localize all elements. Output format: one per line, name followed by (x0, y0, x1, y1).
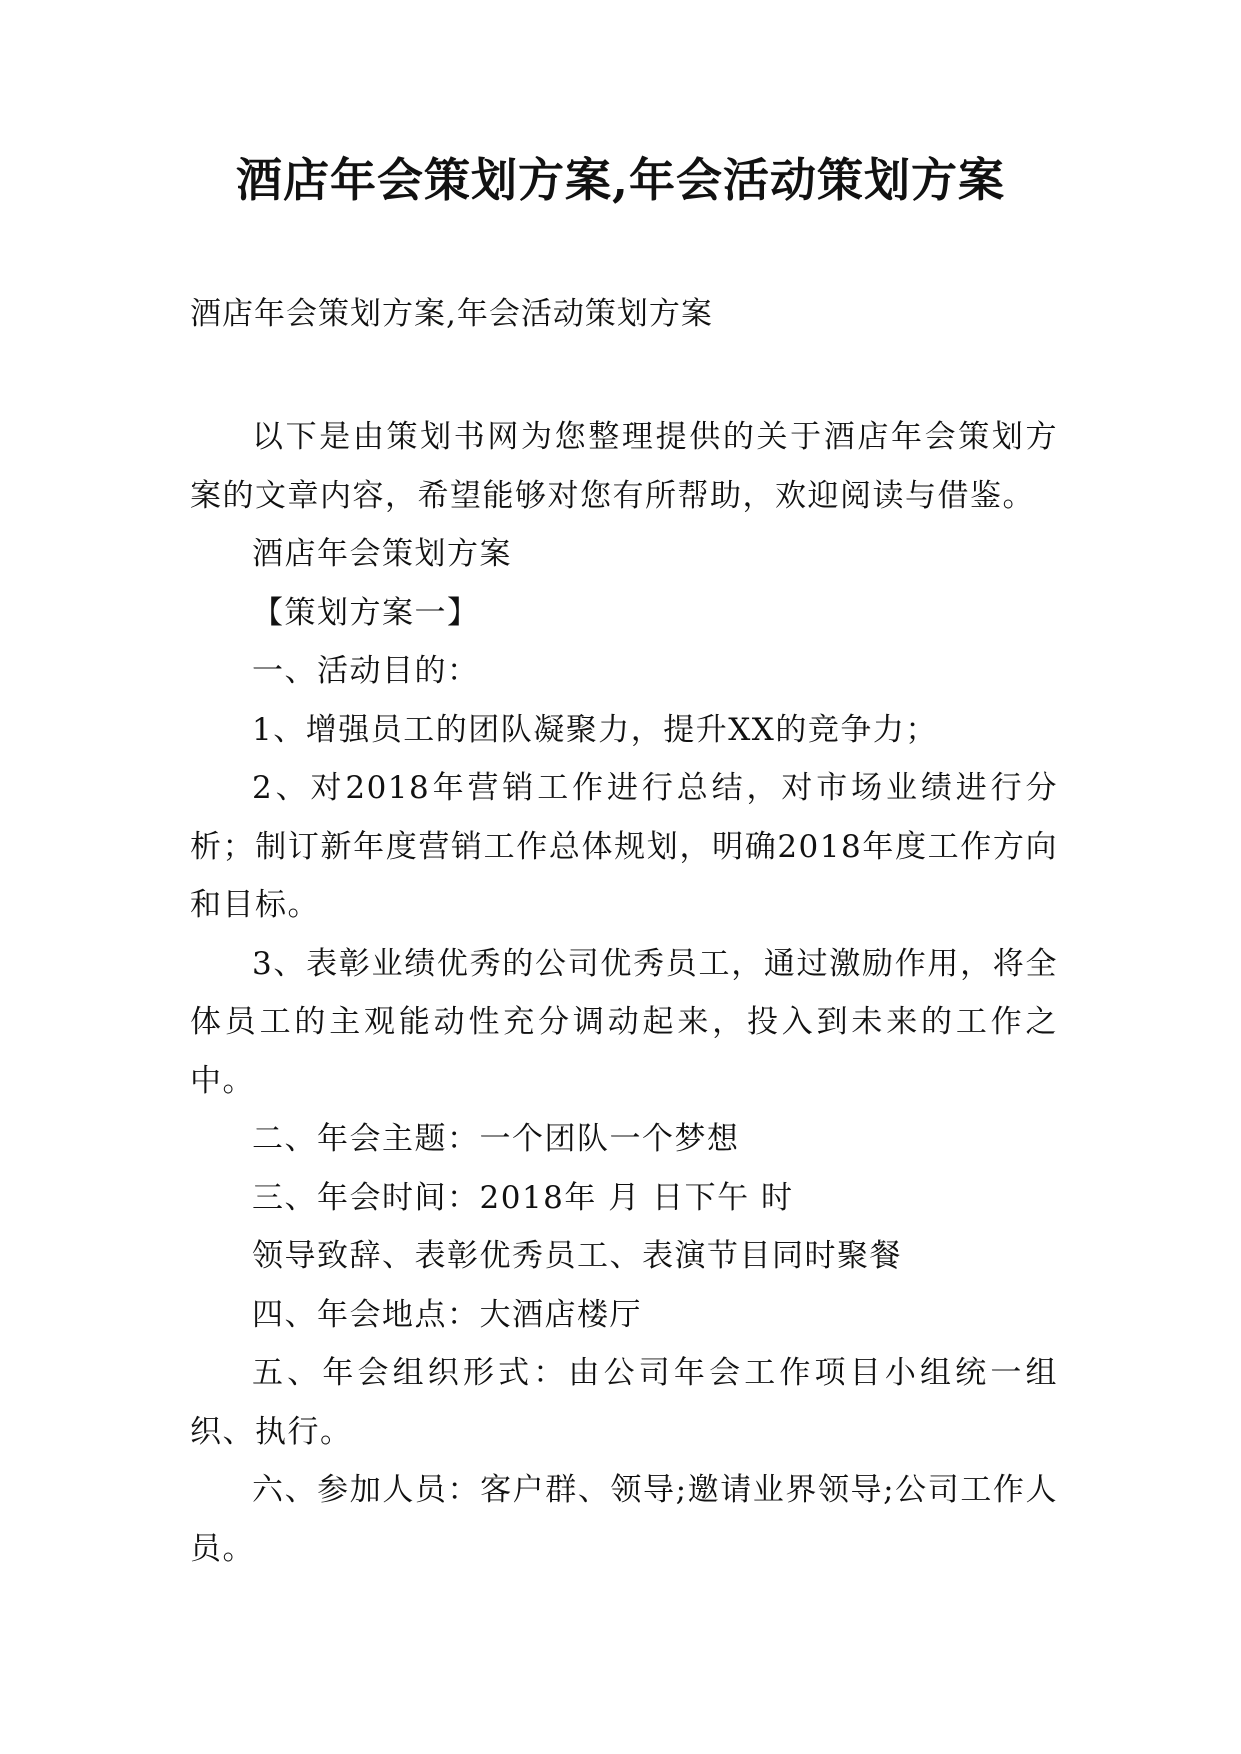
paragraph-location: 四、年会地点：大酒店楼厅 (252, 1296, 642, 1333)
paragraph-section-heading: 酒店年会策划方案 (252, 536, 512, 572)
paragraph-purpose-3: 3、表彰业绩优秀的公司优秀员工，通过激励作用，将全体员工的主观能动性充分调动起来，投入到未来的工作之中。 (190, 945, 1058, 1099)
document-subtitle: 酒店年会策划方案,年会活动策划方案 (190, 296, 713, 332)
paragraph-participants: 六、参加人员：客户群、领导;邀请业界领导;公司工作人员。 (190, 1472, 1058, 1567)
paragraph-purpose-heading: 一、活动目的： (252, 653, 480, 689)
paragraph-intro: 以下是由策划书网为您整理提供的关于酒店年会策划方案的文章内容，希望能够对您有所帮助，欢迎阅读与借鉴。 (190, 419, 1058, 514)
paragraph-plan-one: 【策划方案一】 (252, 594, 480, 631)
document-title: 酒店年会策划方案,年会活动策划方案 (235, 153, 1005, 207)
paragraph-purpose-1: 1、增强员工的团队凝聚力，提升XX的竞争力； (252, 711, 938, 748)
paragraph-time: 三、年会时间：2018年 月 日下午 时 (252, 1179, 794, 1216)
paragraph-organization: 五、年会组织形式：由公司年会工作项目小组统一组织、执行。 (190, 1355, 1058, 1450)
paragraph-theme: 二、年会主题：一个团队一个梦想 (252, 1121, 740, 1157)
document-body (190, 408, 1058, 1578)
paragraph-purpose-2: 2、对2018年营销工作进行总结，对市场业绩进行分析；制订新年度营销工作总体规划，明确2018年度工作方向和目标。 (190, 770, 1058, 923)
paragraph-agenda: 领导致辞、表彰优秀员工、表演节目同时聚餐 (252, 1238, 902, 1274)
